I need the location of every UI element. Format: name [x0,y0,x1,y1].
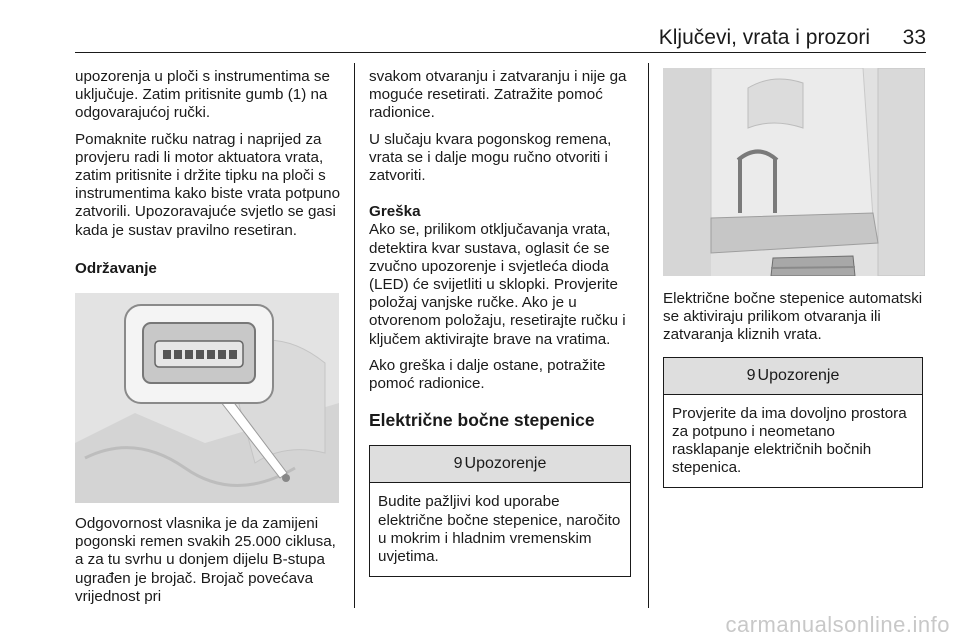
warning-triangle-icon: 9 [746,366,756,384]
paragraph: Pomaknite ručku natrag i naprijed za provjeru radi li motor aktuatora vrata, zatim pritisnite i držite tipku na ploči s instrumentima kako biste vrata potpuno zatvorili. Upozoravajuće svjetlo se gasi kada je sustav pravilno resetiran. [75,130,341,239]
warning-title: Upozorenje [757,366,840,384]
warning-triangle-icon: 9 [453,455,463,473]
paragraph: Odgovornost vlasnika je da zamijeni pogonski remen svakih 25.000 ciklusa, a za tu svrhu u donjem dijelu B-stupa ugrađen je brojač. Brojač povećava vrijednost pri [75,515,336,605]
middle-column [369,68,635,577]
header-rule [75,52,926,53]
right-column [663,68,925,488]
side-step-figure [663,68,925,276]
paragraph: svakom otvaranju i zatvaranju i nije ga moguće resetirati. Zatražite pomoć radionice. [369,68,627,122]
warning-box [663,357,923,489]
paragraph: Ako greška i dalje ostane, potražite pomoć radionice. [369,356,606,393]
warning-text: Provjerite da ima dovoljno prostora za potpuno i neometano rasklapanje električnih bočnih stepenica. [672,404,907,477]
left-column [75,68,345,614]
column-divider-right [648,63,649,608]
warning-title: Upozorenje [464,455,547,473]
paragraph: U slučaju kvara pogonskog remena, vrata se i dalje mogu ručno otvoriti i zatvoriti. [369,130,612,185]
belt-counter-illustration [75,293,339,503]
section-title: Ključevi, vrata i prozori [658,26,870,49]
paragraph: upozorenja u ploči s instrumentima se uključuje. Zatim pritisnite gumb (1) na odgovarajućoj ručki. [75,68,330,122]
fault-subheading: Greška [369,203,421,221]
warning-box [369,445,631,577]
page-number: 33 [902,26,926,49]
warning-text: Budite pažljivi kod uporabe električne bočne stepenice, naročito u mokrim i hladnim vremenskim uvjetima. [378,493,621,566]
maintenance-heading: Održavanje [75,259,157,277]
warning-header [370,446,630,483]
side-step-illustration [663,68,925,276]
watermark: carmanualsonline.info [725,612,950,637]
paragraph: Električne bočne stepenice automatski se aktiviraju prilikom otvaranja ili zatvaranja kliznih vrata. [663,290,923,344]
belt-counter-figure [75,293,339,503]
column-divider-left [354,63,355,608]
electric-steps-heading: Električne bočne stepenice [369,410,595,431]
paragraph: Ako se, prilikom otključavanja vrata, detektira kvar sustava, oglasit će se zvučno upozorenje i svjetleća dioda (LED) će svijetliti u sklopki. Provjerite položaj vanjske ručke. Ako je u otvorenom položaju, resetirajte ručku i ključem aktivirajte brave na vratima. [369,221,626,348]
warning-header [664,358,922,395]
